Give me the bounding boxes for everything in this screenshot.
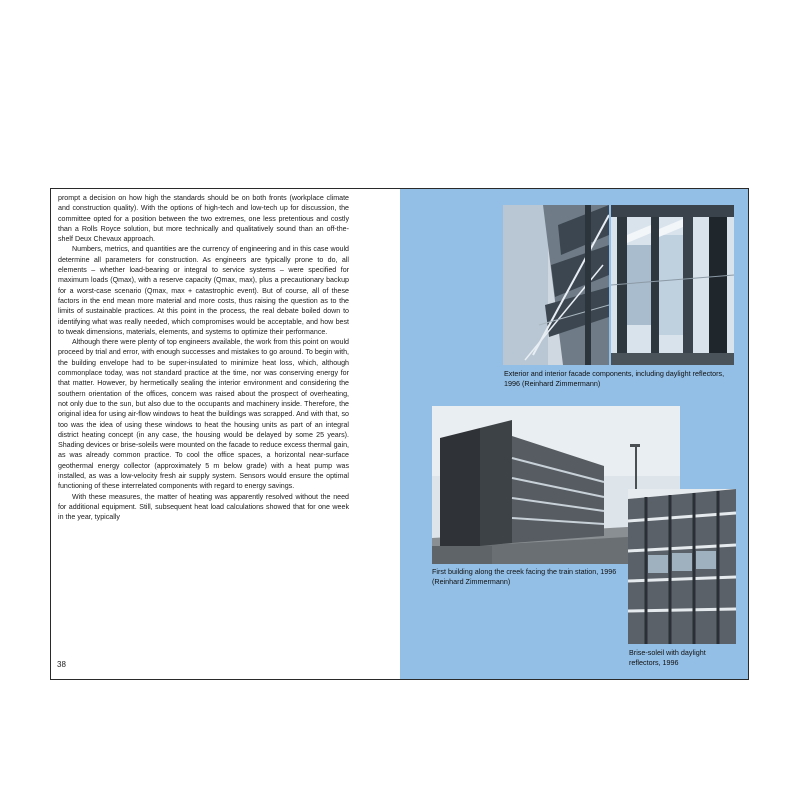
page-number: 38: [57, 660, 66, 669]
caption-middle: First building along the creek facing the train station, 1996 (Reinhard Zimmermann): [432, 567, 617, 586]
left-page: [51, 189, 400, 679]
book-spread: [50, 188, 749, 680]
paragraph-3: Although there were plenty of top engineers available, the work from this point on would proceed by trial and error, with enough successes and mistakes to go around. To begin with, the building envelope had to be super-insulated to minimize heat loss, which, although commonplace today, was not standard practice at the time, nor was conserving energy for that matter. However, by hermetically sealing the interior environment and considering the southern orientation of the offices, concern was raised about the prospect of overheating, not only due to the sun, but also due to the occupants and machinery inside. Therefore, the original idea for using air-flow windows to heat the buildings was scrapped. And with that, so too was the idea of using these windows to heat the housing units as part of an integral district heating concept (in any case, the housing would be delayed by some 25 years). Shading devices or brise-soleils were mounted on the facade to reduce excess thermal gain, as was already common practice. To cool the office spaces, a horizontal near-surface geothermal energy collector (approximately 5 m below grade) with a heat pump was installed, as was a low-velocity fresh air supply system. Sensors would ensure the optimal functioning of these interrelated components with regard to energy savings.: [58, 338, 349, 491]
right-page: [400, 189, 748, 679]
paragraph-2: Numbers, metrics, and quantities are the currency of engineering and in this case would determine all parameters for construction. As engineers are typically prone to do, all elements – whether load-bearing or integral to service systems – were specified for maximum loads (Qmax), with a reserve capacity (Qmax, max), plus a precautionary backup for a worst-case scenario (Qmax, max + catastrophic event). But of course, all of these factors in the end mean more material and more costs, thus raising the question as to the limits of sustainable practices. At this point in the process, the real debate boiled down to identifying what was really needed, which compromises would be acceptable, and how best to tweak dimensions, materials, elements, and systems to optimize their performance.: [58, 245, 349, 336]
paragraph-4: With these measures, the matter of heating was apparently resolved without the need for additional equipment. Still, subsequent heat load calculations showed that for one week in the year, typically: [58, 492, 349, 522]
facade-exterior-photo: [503, 205, 609, 365]
paragraph-1: prompt a decision on how high the standards should be on both fronts (workplace climate and construction quality). With the options of high-tech and low-tech up for discussion, the committee opted for a position between the two extremes, one less pretentious and costly than a Rolls Royce solution, but more technically and qualitatively sound than an off-the-shelf Deux Chevaux approach.: [58, 194, 349, 244]
caption-bottom: Brise-soleil with daylight reflectors, 1996: [629, 648, 706, 667]
body-text: [58, 193, 349, 523]
facade-interior-photo: [611, 205, 734, 365]
caption-top: Exterior and interior facade components, including daylight reflectors, 1996 (Reinhard Zimmermann): [504, 369, 725, 388]
brise-soleil-photo: [628, 489, 736, 644]
